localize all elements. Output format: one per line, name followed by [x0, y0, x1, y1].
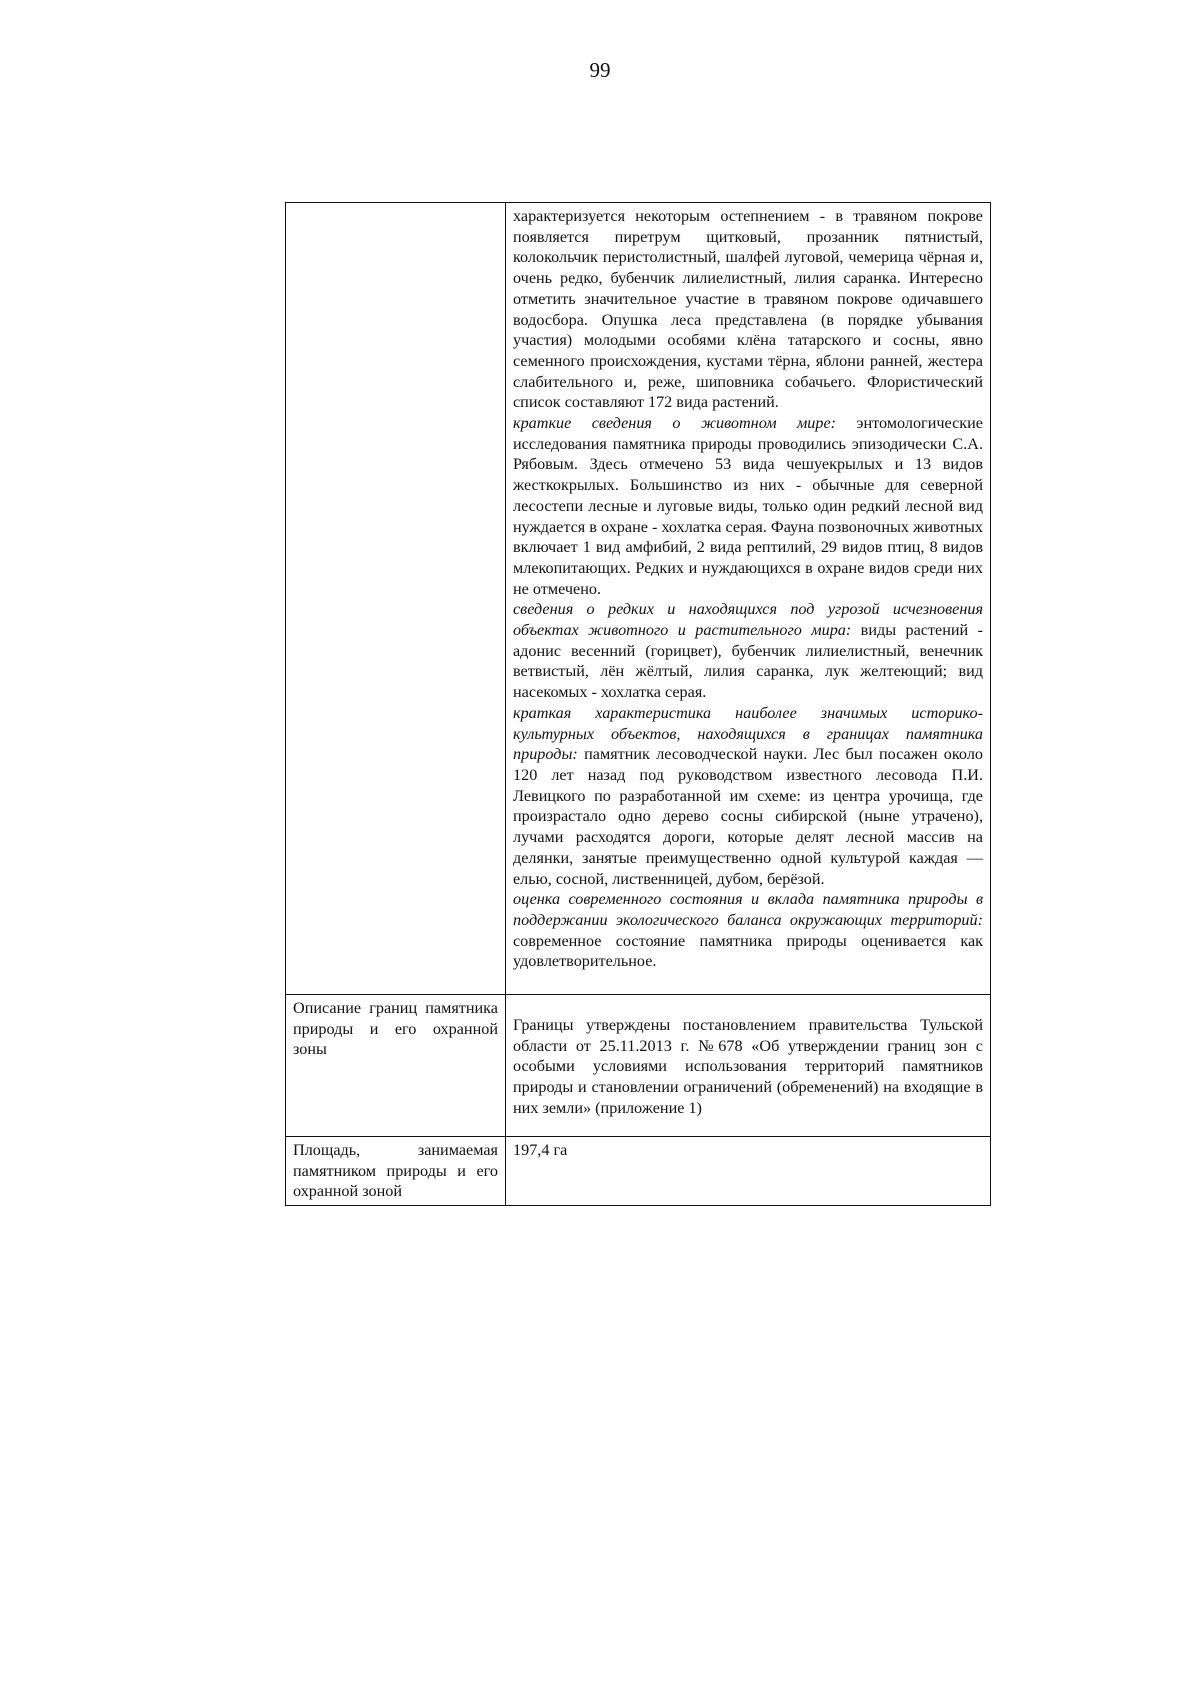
paragraph [513, 413, 983, 599]
paragraph-text: памятник лесоводческой науки. Лес был посажен около 120 лет назад под руководством известного лесовода П.И. Левицкого по разработанной им схеме: из центра урочища, где произрастало одно дерево сосны сибирской (ныне утрачено), лучами расходятся дороги, которые делят лесной массив на делянки, занятые преимущественно одной культурой каждая — елью, сосной, лиственницей, дубом, берёзой. [513, 745, 983, 888]
row-value-cell [506, 995, 991, 1137]
state-assessment-heading: оценка современного состояния и вклада памятника природы в поддержании экологического баланса окружающих территорий: [513, 890, 983, 929]
row-label-cell [286, 203, 506, 995]
paragraph [513, 889, 983, 972]
table-row [286, 995, 991, 1137]
paragraph [513, 599, 983, 703]
paragraph [513, 1015, 983, 1119]
paragraph-text: энтомологические исследования памятника природы проводились эпизодически С.А. Рябовым. Здесь отмечено 53 вида чешуекрылых и 13 видов жесткокрылых. Большинство из них - обычные для северной лесостепи лесные и луговые виды, только один редкий лесной вид нуждается в охране - хохлатка серая. Фауна позвоночных животных включает 1 вид амфибий, 2 вида рептилий, 29 видов птиц, 8 видов млекопитающих. Редких и нуждающихся в охране видов среди них не отмечено. [513, 414, 983, 598]
fauna-heading: краткие сведения о животном мире: [513, 414, 837, 433]
row-label-cell: Площадь, занимаемая памятником природы и его охранной зоной [286, 1137, 506, 1206]
row-value-cell [506, 203, 991, 995]
rare-species-heading: сведения о редких и находящихся под угрозой исчезновения объектах животного и растительного мира: [513, 600, 983, 640]
area-value: 197,4 га [513, 1141, 568, 1160]
row-label-cell: Описание границ памятника природы и его охранной зоны [286, 995, 506, 1137]
page-number: 99 [589, 58, 611, 82]
table-row [286, 1137, 991, 1206]
row-value-cell [506, 1137, 991, 1206]
paragraph [513, 1140, 983, 1161]
paragraph [513, 703, 983, 889]
paragraph [513, 206, 983, 413]
document-table [285, 202, 991, 1206]
paragraph-text: характеризуется некоторым остепнением - в травяном покрове появляется пиретрум щитковый, прозанник пятнистый, колокольчик перистолистный, шалфей луговой, чемерица чёрная и, очень редко, бубенчик лилиелистный, лилия саранка. Интересно отметить значительное участие в травяном покрове одичавшего водосбора. Опушка леса представлена (в порядке убывания участия) молодыми особями клёна татарского и сосны, явно семенного происхождения, кустами тёрна, яблони ранней, жестера слабительного и, реже, шиповника собачьего. Флористический список составляют 172 вида растений. [513, 207, 983, 412]
cultural-objects-heading: краткая характеристика наиболее значимых историко-культурных объектов, находящихся в границах памятника природы: [513, 703, 983, 764]
table-row [286, 203, 991, 995]
paragraph-text: современное состояние памятника природы оценивается как удовлетворительное. [513, 931, 983, 971]
paragraph-text: Границы утверждены постановлением правительства Тульской области от 25.11.2013 г. №678 «Об утверждении границ зон с особыми условиями использования территорий памятников природы и становлении ограничений (обременений) на входящие в них земли» (приложение 1) [513, 1016, 983, 1117]
paragraph-text: виды растений - адонис весенний (горицвет), бубенчик лилиелистный, венечник ветвистый, лён жёлтый, лилия саранка, лук желтеющий; вид насекомых - хохлатка серая. [513, 621, 983, 702]
